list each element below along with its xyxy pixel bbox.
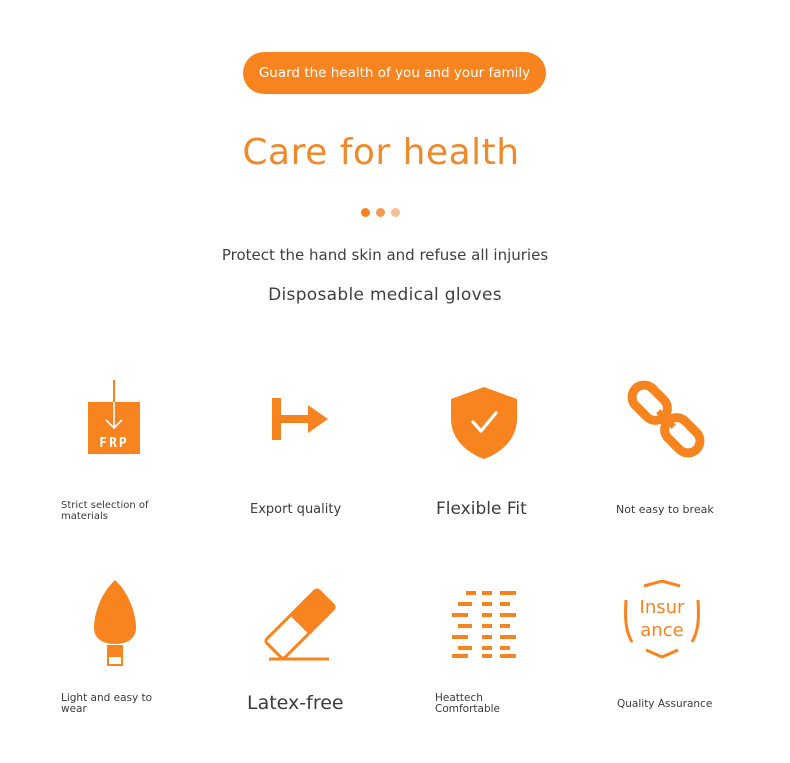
feature-label-fit: Flexible Fit <box>436 499 527 519</box>
export-arrow-icon <box>270 396 330 442</box>
frp-icon-text: FRP <box>99 436 129 451</box>
eraser-icon <box>255 585 345 663</box>
headline: Care for health <box>242 132 520 173</box>
feature-label-line: Comfortable <box>435 703 501 715</box>
insurance-badge-icon <box>622 580 702 660</box>
chain-link-icon <box>626 378 706 460</box>
feature-label-heattech <box>435 693 500 715</box>
feature-label-export: Export quality <box>250 502 342 517</box>
feature-label-materials <box>61 500 149 522</box>
dot-1 <box>361 208 370 217</box>
insurance-icon-text-1: Insur <box>639 597 685 618</box>
light-bulb-icon <box>92 578 138 670</box>
feature-label-line: wear <box>61 703 87 715</box>
subtitle: Protect the hand skin and refuse all injuries <box>221 246 549 264</box>
decorative-dots <box>361 208 400 218</box>
frp-download-icon <box>86 380 142 456</box>
dot-3 <box>391 208 400 217</box>
feature-label-line: Heattech <box>435 692 483 704</box>
feature-label-light <box>61 693 152 715</box>
tagline-banner: Guard the health of you and your family <box>243 52 546 94</box>
feature-label-line: Strict selection of <box>61 500 149 511</box>
insurance-icon-text-2: ance <box>640 620 684 641</box>
feature-label-line: materials <box>61 511 108 522</box>
dot-2 <box>376 208 385 217</box>
feature-label-line: Light and easy to <box>61 692 153 704</box>
feature-label-quality: Quality Assurance <box>617 698 713 710</box>
product-name: Disposable medical gloves <box>268 285 502 305</box>
feature-label-break: Not easy to break <box>616 503 714 516</box>
dashed-lines-icon <box>450 589 520 659</box>
feature-label-latex: Latex-free <box>247 692 344 714</box>
shield-check-icon <box>449 385 519 461</box>
